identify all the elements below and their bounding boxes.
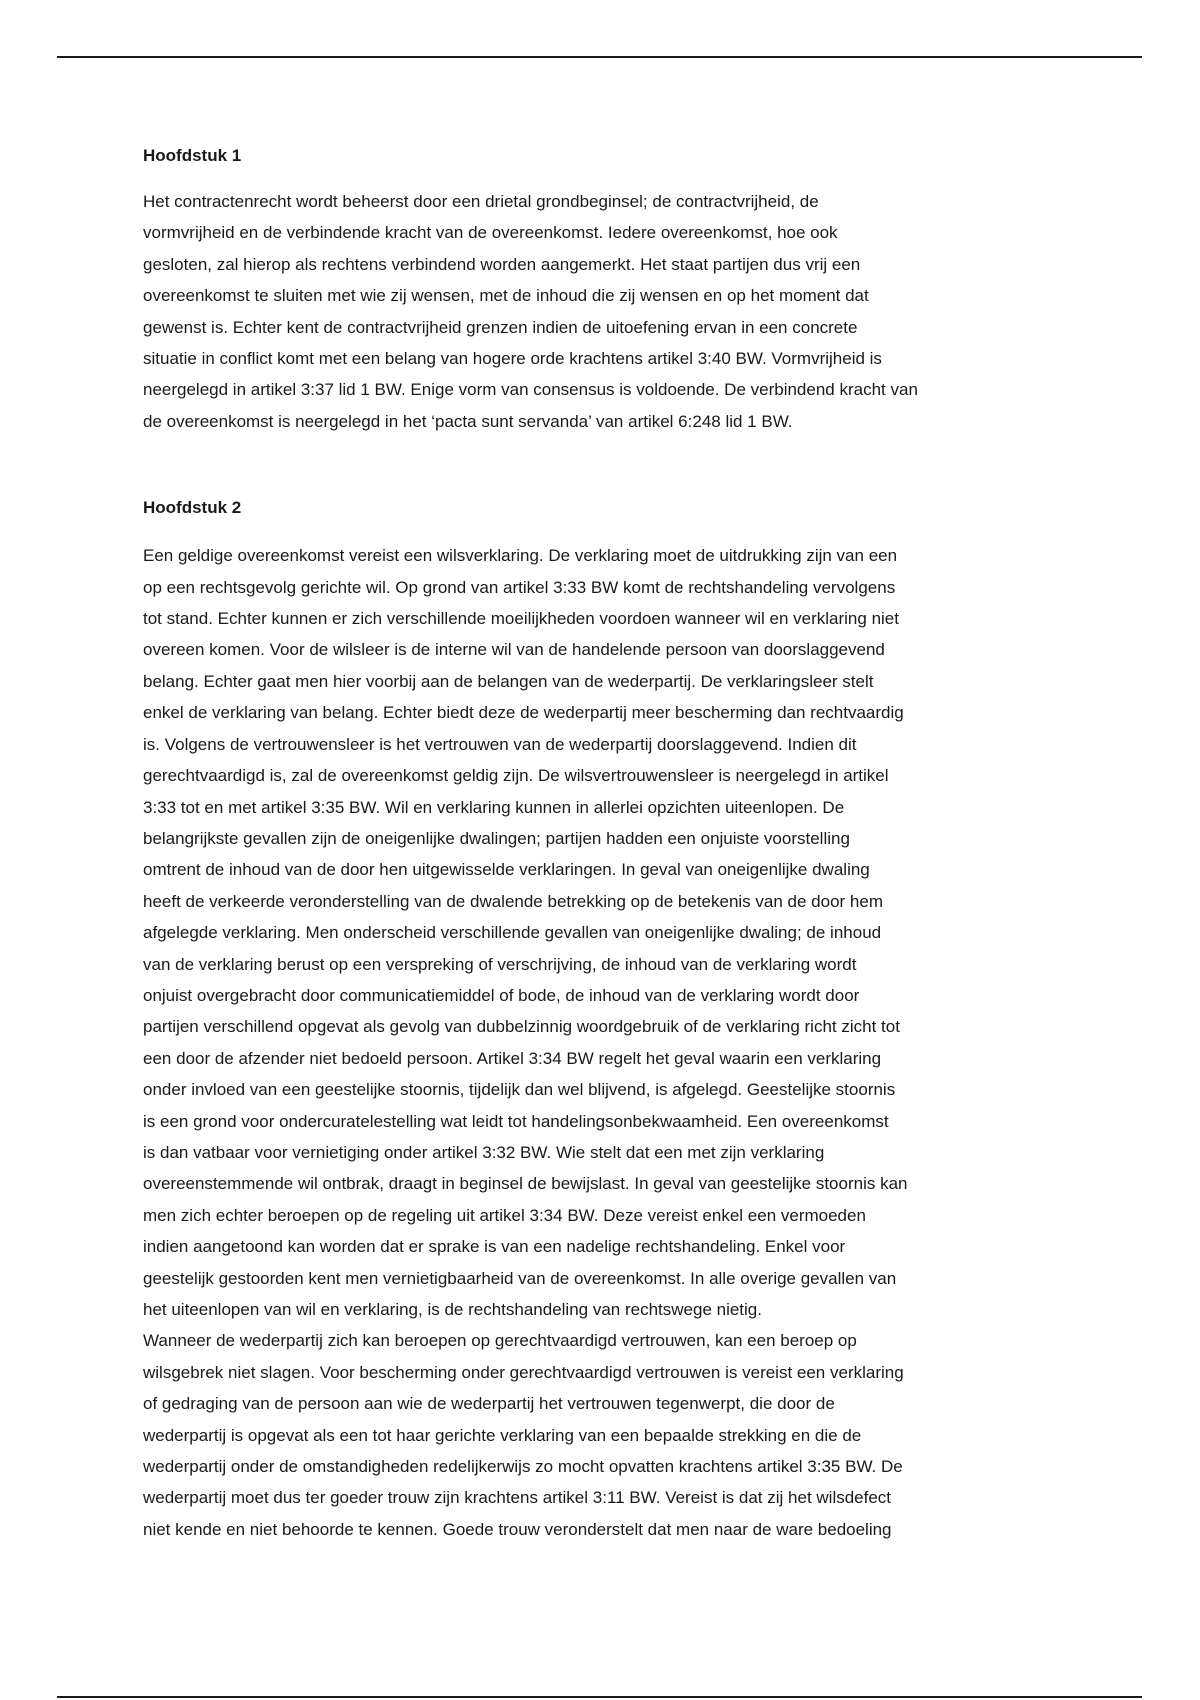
chapter-1-heading: Hoofdstuk 1 <box>143 146 242 165</box>
chapter-2-paragraph: Een geldige overeenkomst vereist een wilsverklaring. De verklaring moet de uitdrukking zijn van een op een rechtsgevolg gerichte wil. Op grond van artikel 3:33 BW komt de rechtshandeling vervolgens tot stand. Echter kunnen er zich verschillende moeilijkheden voordoen wanneer wil en verklaring niet overeen komen. Voor de wilsleer is de interne wil van de handelende persoon van doorslaggevend belang. Echter gaat men hier voorbij aan de belangen van de wederpartij. De verklaringsleer stelt enkel de verklaring van belang. Echter biedt deze de wederpartij meer bescherming dan rechtvaardig is. Volgens de vertrouwensleer is het vertrouwen van de wederpartij doorslaggevend. Indien dit gerechtvaardigd is, zal de overeenkomst geldig zijn. De wilsvertrouwensleer is neergelegd in artikel 3:33 tot en met artikel 3:35 BW. Wil en verklaring kunnen in allerlei opzichten uiteenlopen. De belangrijkste gevallen zijn de oneigenlijke dwalingen; partijen hadden een onjuiste voorstelling omtrent de inhoud van de door hen uitgewisselde verklaringen. In geval van oneigenlijke dwaling heeft de verkeerde veronderstelling van de dwalende betrekking op de betekenis van de door hem afgelegde verklaring. Men onderscheid verschillende gevallen van oneigenlijke dwaling; de inhoud van de verklaring berust op een verspreking of verschrijving, de inhoud van de verklaring wordt onjuist overgebracht door communicatiemiddel of bode, de inhoud van de verklaring wordt door partijen verschillend opgevat als gevolg van dubbelzinnig woordgebruik of de verklaring richt zicht tot een door de afzender niet bedoeld persoon. Artikel 3:34 BW regelt het geval waarin een verklaring onder invloed van een geestelijke stoornis, tijdelijk dan wel blijvend, is afgelegd. Geestelijke stoornis is een grond voor ondercuratelestelling wat leidt tot handelingsonbekwaamheid. Een overeenkomst is dan vatbaar voor vernietiging onder artikel 3:32 BW. Wie stelt dat een met zijn verklaring overeenstemmende wil ontbrak, draagt in beginsel de bewijslast. In geval van geestelijke stoornis kan men zich echter beroepen op de regeling uit artikel 3:34 BW. Deze vereist enkel een vermoeden indien aangetoond kan worden dat er sprake is van een nadelige rechtshandeling. Enkel voor geestelijk gestoorden kent men vernietigbaarheid van de overeenkomst. In alle overige gevallen van het uiteenlopen van wil en verklaring, is de rechtshandeling van rechtswege nietig. Wanneer de wederpartij zich kan beroepen op gerechtvaardigd vertrouwen, kan een beroep op wilsgebrek niet slagen. Voor bescherming onder gerechtvaardigd vertrouwen is vereist een verklaring of gedraging van de persoon aan wie de wederpartij het vertrouwen tegenwerpt, die door de wederpartij is opgevat als een tot haar gerichte verklaring van een bepaalde strekking en die de wederpartij onder de omstandigheden redelijkerwijs zo mocht opvatten krachtens artikel 3:35 BW. De wederpartij moet dus ter goeder trouw zijn krachtens artikel 3:11 BW. Vereist is dat zij het wilsdefect niet kende en niet behoorde te kennen. Goede trouw veronderstelt dat men naar de ware bedoeling <box>143 546 908 1539</box>
chapter-2-heading: Hoofdstuk 2 <box>143 498 242 518</box>
footer-rule <box>57 1696 1142 1698</box>
chapter-1-paragraph: Het contractenrecht wordt beheerst door een drietal grondbeginsel; de contractvrijheid, de vormvrijheid en de verbindende kracht van de overeenkomst. Iedere overeenkomst, hoe ook gesloten, zal hierop als rechtens verbindend worden aangemerkt. Het staat partijen dus vrij een overeenkomst te sluiten met wie zij wensen, met de inhoud die zij wensen en op het moment dat gewenst is. Echter kent de contractvrijheid grenzen indien de uitoefening ervan in een concrete situatie in conflict komt met een belang van hogere orde krachtens artikel 3:40 BW. Vormvrijheid is neergelegd in artikel 3:37 lid 1 BW. Enige vorm van consensus is voldoende. De verbindend kracht van de overeenkomst is neergelegd in het ‘pacta sunt servanda’ van artikel 6:248 lid 1 BW. <box>143 192 918 431</box>
header-rule <box>57 56 1142 58</box>
document-body <box>143 144 1058 1545</box>
